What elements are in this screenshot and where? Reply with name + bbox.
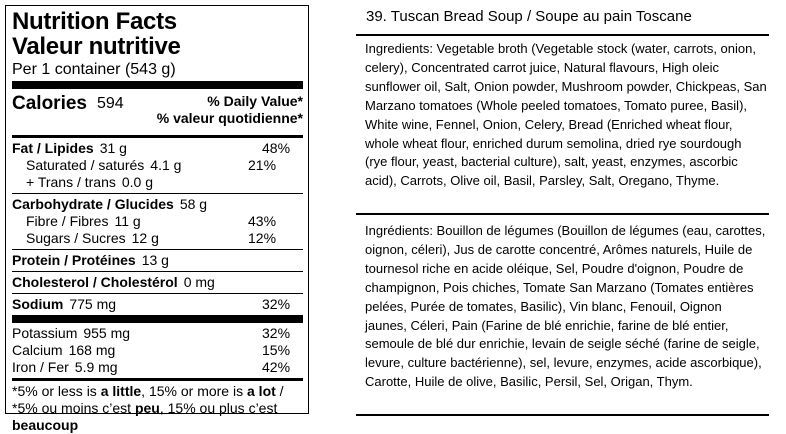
footnote-text: , 15% or more is [141,383,247,399]
divider-thick [12,81,303,89]
serving-size: Per 1 container (543 g) [12,61,176,78]
carbs-amount: 58 g [179,196,208,212]
divider-thick [12,315,303,323]
trans-amount: 0.0 g [121,174,154,190]
carbs-label: Carbohydrate / Glucides [12,196,174,212]
potassium-label: Potassium [12,325,78,341]
footnote-text: *5% or less is [12,383,101,399]
saturated-label: Saturated / saturés [26,157,145,173]
minerals-section [12,323,303,378]
iron-amount: 5.9 mg [74,359,118,375]
nutrient-row-calcium [12,342,303,359]
nutrition-facts-panel [5,5,309,433]
sugars-amount: 12 g [131,230,159,246]
recipe-title: 39. Tuscan Bread Soup / Soupe au pain Toscane [366,8,692,25]
potassium-pct: 32% [262,325,291,341]
divider-middle [356,213,769,215]
nutrition-title-en: Nutrition Facts [12,8,177,35]
nutrient-row-protein [12,250,303,271]
calcium-pct: 15% [262,342,291,358]
cholesterol-amount: 0 mg [183,274,215,290]
calories-value: 594 [97,95,124,112]
nutrient-row-fibre [12,213,303,230]
trans-label: + Trans / trans [26,174,116,190]
protein-label: Protein / Protéines [12,252,136,268]
iron-pct: 42% [262,359,291,375]
fat-amount: 31 g [99,140,127,156]
sodium-pct: 32% [262,296,291,312]
footnote-emphasis: peu [134,400,160,416]
cholesterol-label: Cholesterol / Cholestérol [12,274,178,290]
nutrient-row-potassium [12,325,303,342]
fibre-pct: 43% [248,213,277,229]
footnote-emphasis: a little [100,383,142,399]
fat-pct: 48% [262,140,291,156]
footnote-emphasis: beaucoup [12,417,79,433]
footnote-emphasis: a lot [247,383,276,399]
footnote-text: / *5% ou moins c’est [12,383,284,416]
daily-value-footnote [12,381,303,434]
fibre-amount: 11 g [114,213,141,229]
ingredients-english: Ingredients: Vegetable broth (Vegetable stock (water, carrots, onion, celery), Concentrated carrot juice, Natural flavours, High oleic sunflower oil, Salt, Onion powder, Mushroom powder, Chickpeas, San Marzano tomatoes (Whole peeled tomatoes, Tomato puree, Basil), White wine, Fennel, Onion, Celery, Bread (Enriched wheat flour, whole wheat flour, enriched durum semolina, dried rye sourdough (rye flour, yeast, bacterial culture), salt, yeast, enzymes, ascorbic acid), Carrots, Olive oil, Basil, Parsley, Salt, Oregano, Thyme. [365,41,767,189]
iron-label: Iron / Fer [12,359,69,375]
daily-value-header [157,93,303,127]
sugars-pct: 12% [248,230,277,246]
nutrient-row-cholesterol [12,272,303,293]
calories-label: Calories [12,93,87,114]
calcium-amount: 168 mg [68,342,116,358]
nutrient-row-iron [12,359,303,376]
nutrient-row-carbs [12,196,303,213]
saturated-amount: 4.1 g [150,157,182,173]
fibre-label: Fibre / Fibres [26,213,109,229]
ingredients-french: Ingrédients: Bouillon de légumes (Bouillon de légumes (eau, carottes, oignon, céleri), Jus de carotte concentré, Arômes naturels, Huile de tournesol riche en acide oléique, Sel, Poudre d'oignon, Poudre de champignon, Pois chiches, Tomate San Marzano (Tomates entières pelées, Purée de tomates, Basilic), Vin blanc, Fenouil, Oignon jaunes, Céleri, Pain (Farine de blé enrichie, farine de blé entier, semoule de blé dur enrichie, levain de seigle séché (farine de seigle, levure, culture bactérienne), sel, levure, enzymes, acide ascorbique), Carotte, Huile de olive, Basilic, Persil, Sel, Origan, Thym. [365,223,766,390]
nutrient-row-fat [12,140,303,157]
divider-bottom [356,414,769,416]
calories-row [12,91,303,135]
potassium-amount: 955 mg [83,325,131,341]
sugars-label: Sugars / Sucres [26,230,126,246]
carbohydrate-section [12,194,303,249]
nutrient-row-saturated [12,157,303,174]
nutrition-title-fr: Valeur nutritive [12,33,181,60]
nutrient-row-sodium [12,294,303,315]
fat-section [12,138,303,193]
sodium-amount: 775 mg [69,296,117,312]
nutrient-row-sugars [12,230,303,249]
nutrient-row-trans [12,174,303,193]
calcium-label: Calcium [12,342,63,358]
sodium-label: Sodium [12,296,64,312]
daily-value-header-fr: % valeur quotidienne* [156,110,303,126]
saturated-pct: 21% [248,157,277,173]
protein-amount: 13 g [141,252,169,268]
fat-label: Fat / Lipides [12,140,94,156]
daily-value-header-en: % Daily Value* [207,93,303,109]
footnote-text: , 15% ou plus c’est [159,400,278,416]
divider-top [356,34,769,36]
